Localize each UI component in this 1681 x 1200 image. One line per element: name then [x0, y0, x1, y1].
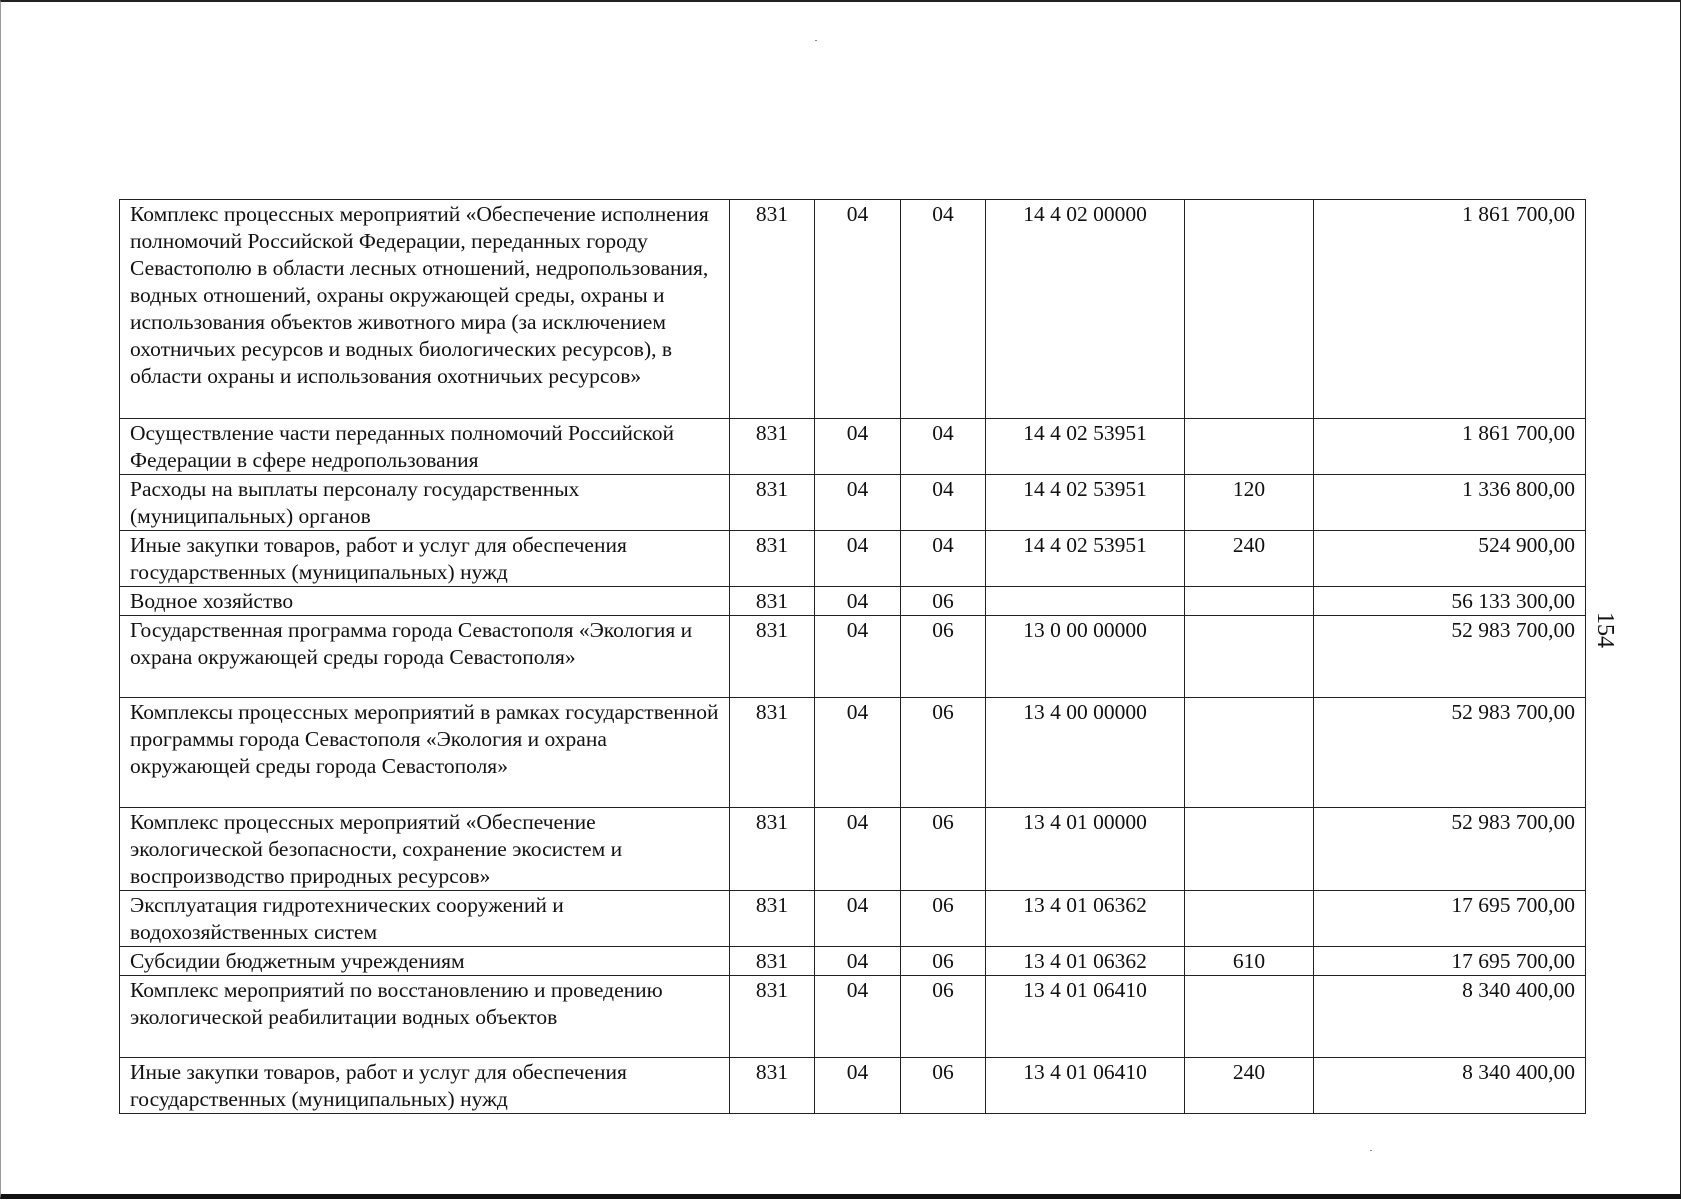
cell-csr: 13 4 00 00000	[986, 698, 1185, 808]
cell-vr	[1185, 200, 1314, 419]
cell-pr: 06	[901, 976, 986, 1058]
table-row	[120, 1058, 1586, 1114]
cell-name: Комплекс процессных мероприятий «Обеспечение экологической безопасности, сохранение экосистем и воспроизводство природных ресурсов»	[120, 808, 730, 891]
cell-ved: 831	[730, 419, 815, 475]
cell-sum: 524 900,00	[1314, 531, 1586, 587]
cell-vr	[1185, 587, 1314, 616]
cell-pr: 06	[901, 947, 986, 976]
cell-sum: 1 861 700,00	[1314, 200, 1586, 419]
cell-csr: 13 4 01 06362	[986, 891, 1185, 947]
cell-csr: 14 4 02 53951	[986, 475, 1185, 531]
table-row	[120, 616, 1586, 698]
scan-speck	[815, 40, 817, 41]
table-row	[120, 419, 1586, 475]
cell-sum: 52 983 700,00	[1314, 808, 1586, 891]
cell-sum: 17 695 700,00	[1314, 891, 1586, 947]
table-row	[120, 587, 1586, 616]
cell-sum: 56 133 300,00	[1314, 587, 1586, 616]
cell-pr: 06	[901, 1058, 986, 1114]
cell-rz: 04	[815, 698, 901, 808]
cell-sum: 8 340 400,00	[1314, 1058, 1586, 1114]
cell-name: Государственная программа города Севастополя «Экология и охрана окружающей среды города Севастополя»	[120, 616, 730, 698]
cell-name: Осуществление части переданных полномочий Российской Федерации в сфере недропользования	[120, 419, 730, 475]
cell-rz: 04	[815, 808, 901, 891]
cell-pr: 04	[901, 200, 986, 419]
cell-name: Расходы на выплаты персоналу государственных (муниципальных) органов	[120, 475, 730, 531]
cell-vr	[1185, 891, 1314, 947]
cell-pr: 06	[901, 587, 986, 616]
cell-vr: 240	[1185, 1058, 1314, 1114]
cell-ved: 831	[730, 947, 815, 976]
cell-ved: 831	[730, 808, 815, 891]
cell-sum: 52 983 700,00	[1314, 698, 1586, 808]
table-row	[120, 200, 1586, 419]
cell-vr: 120	[1185, 475, 1314, 531]
cell-csr: 14 4 02 53951	[986, 419, 1185, 475]
cell-rz: 04	[815, 200, 901, 419]
page-number: 154	[1592, 612, 1618, 648]
cell-ved: 831	[730, 976, 815, 1058]
cell-csr: 13 4 01 00000	[986, 808, 1185, 891]
cell-rz: 04	[815, 891, 901, 947]
cell-rz: 04	[815, 616, 901, 698]
cell-rz: 04	[815, 419, 901, 475]
cell-pr: 04	[901, 531, 986, 587]
table-row	[120, 976, 1586, 1058]
cell-pr: 04	[901, 475, 986, 531]
table-row	[120, 808, 1586, 891]
table-row	[120, 698, 1586, 808]
cell-ved: 831	[730, 891, 815, 947]
cell-csr: 13 4 01 06362	[986, 947, 1185, 976]
cell-pr: 06	[901, 891, 986, 947]
cell-name: Субсидии бюджетным учреждениям	[120, 947, 730, 976]
cell-vr: 610	[1185, 947, 1314, 976]
cell-rz: 04	[815, 531, 901, 587]
cell-ved: 831	[730, 587, 815, 616]
cell-vr	[1185, 976, 1314, 1058]
cell-vr	[1185, 698, 1314, 808]
cell-csr: 14 4 02 53951	[986, 531, 1185, 587]
cell-name: Иные закупки товаров, работ и услуг для обеспечения государственных (муниципальных) нужд	[120, 1058, 730, 1114]
cell-csr	[986, 587, 1185, 616]
cell-rz: 04	[815, 976, 901, 1058]
table-row	[120, 891, 1586, 947]
cell-ved: 831	[730, 616, 815, 698]
cell-ved: 831	[730, 531, 815, 587]
cell-vr	[1185, 616, 1314, 698]
cell-ved: 831	[730, 1058, 815, 1114]
cell-name: Водное хозяйство	[120, 587, 730, 616]
table-row	[120, 475, 1586, 531]
cell-csr: 13 4 01 06410	[986, 976, 1185, 1058]
cell-sum: 1 861 700,00	[1314, 419, 1586, 475]
cell-vr: 240	[1185, 531, 1314, 587]
cell-name: Иные закупки товаров, работ и услуг для обеспечения государственных (муниципальных) нужд	[120, 531, 730, 587]
cell-sum: 1 336 800,00	[1314, 475, 1586, 531]
cell-rz: 04	[815, 587, 901, 616]
cell-name: Эксплуатация гидротехнических сооружений и водохозяйственных систем	[120, 891, 730, 947]
cell-rz: 04	[815, 475, 901, 531]
cell-ved: 831	[730, 475, 815, 531]
table-row	[120, 947, 1586, 976]
cell-sum: 8 340 400,00	[1314, 976, 1586, 1058]
cell-name: Комплексы процессных мероприятий в рамках государственной программы города Севастополя «Экология и охрана окружающей среды города Севастополя»	[120, 698, 730, 808]
cell-pr: 06	[901, 616, 986, 698]
cell-pr: 04	[901, 419, 986, 475]
cell-rz: 04	[815, 1058, 901, 1114]
cell-rz: 04	[815, 947, 901, 976]
cell-name: Комплекс процессных мероприятий «Обеспечение исполнения полномочий Российской Федерации, переданных городу Севастополю в области лесных отношений, недропользования, водных отношений, охраны окружающей среды, охраны и использования объектов животного мира (за исключением охотничьих ресурсов и водных биологических ресурсов), в области охраны и использования охотничьих ресурсов»	[120, 200, 730, 419]
cell-ved: 831	[730, 200, 815, 419]
cell-sum: 17 695 700,00	[1314, 947, 1586, 976]
budget-table	[119, 199, 1586, 1114]
cell-csr: 13 4 01 06410	[986, 1058, 1185, 1114]
cell-pr: 06	[901, 808, 986, 891]
cell-name: Комплекс мероприятий по восстановлению и проведению экологической реабилитации водных объектов	[120, 976, 730, 1058]
table-row	[120, 531, 1586, 587]
cell-csr: 14 4 02 00000	[986, 200, 1185, 419]
cell-ved: 831	[730, 698, 815, 808]
cell-sum: 52 983 700,00	[1314, 616, 1586, 698]
scan-speck	[1370, 1150, 1372, 1151]
cell-vr	[1185, 419, 1314, 475]
table-body	[120, 200, 1586, 1114]
cell-vr	[1185, 808, 1314, 891]
cell-pr: 06	[901, 698, 986, 808]
cell-csr: 13 0 00 00000	[986, 616, 1185, 698]
